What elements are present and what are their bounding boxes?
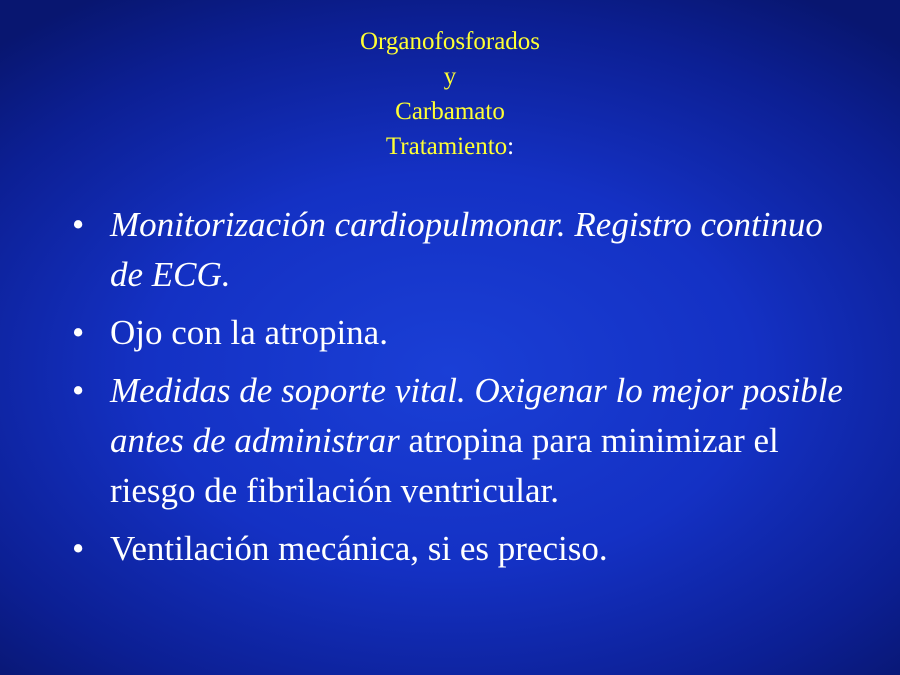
bullet-text-italic: Medidas de soporte vital. Oxigenar lo mejor posible antes de administrar <box>110 371 843 460</box>
bullet-text-regular: Ventilación mecánica, si es preciso. <box>110 529 608 568</box>
bullet-text-italic: Monitorización cardiopulmonar. Registro continuo de ECG. <box>110 205 823 294</box>
bullet-text-regular: atropina para minimizar el riesgo de fibrilación ventricular. <box>110 421 779 510</box>
bullet-text-regular: Ojo con la atropina. <box>110 313 388 352</box>
bullet-dot: • <box>72 205 85 244</box>
bullet-item-ventilacion <box>72 524 852 574</box>
bullet-list <box>72 200 852 582</box>
bullet-item-soporte-vital <box>72 366 852 516</box>
title-line-3: Carbamato <box>395 98 505 125</box>
title-line-2: y <box>443 63 457 90</box>
bullet-dot: • <box>72 529 85 568</box>
title-colon: : <box>507 133 515 160</box>
bullet-dot: • <box>72 371 85 410</box>
slide-title <box>0 24 900 164</box>
bullet-item-atropina <box>72 308 852 358</box>
title-line-4 <box>0 129 900 164</box>
bullet-item-monitorizacion <box>72 200 852 300</box>
title-line-4-text: Tratamiento <box>385 133 508 160</box>
title-line-1: Organofosforados <box>359 28 541 55</box>
bullet-dot: • <box>72 313 85 352</box>
